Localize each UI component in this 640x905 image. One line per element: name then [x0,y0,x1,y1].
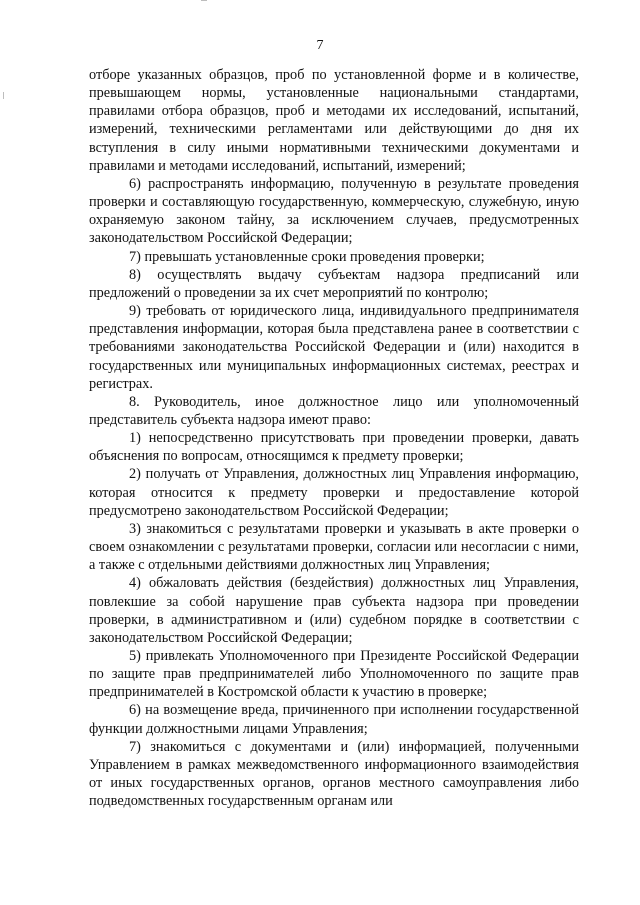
paragraph-right-2: 2) получать от Управления, должностных лиц Управления информацию, которая относится к предмету проверки и предоставление которой предусмотрено законодательством Российской Федерации; [89,466,579,519]
paragraph-right-4: 4) обжаловать действия (бездействия) должностных лиц Управления, повлекшие за собой нарушение прав субъекта надзора при проведении проверки, в административном и (или) судебном порядке в соответствии с законодательством Российской Федерации; [89,575,579,646]
paragraph-item-9: 9) требовать от юридического лица, индивидуального предпринимателя представления информации, которая была представлена ранее в соответствии с требованиями законодательства Российской Федерации и (или) находится в государственных или муниципальных информационных системах, реестрах и регистрах. [89,303,579,392]
paragraph-continuation: отборе указанных образцов, проб по установленной форме и в количестве, превышающем нормы, установленные национальными стандартами, правилами отбора образцов, проб и методами их исследований, испытаний, измерений, техническими регламентами или действующими до дня их вступления в силу иными нормативными техническими документами и правилами и методами исследований, испытаний, измерений; [89,67,579,174]
paragraph-right-1: 1) непосредственно присутствовать при проведении проверки, давать объяснения по вопросам, относящимся к предмету проверки; [89,430,579,465]
scan-artifact-top [201,0,207,1]
paragraph-right-7: 7) знакомиться с документами и (или) информацией, полученными Управлением в рамках межведомственного информационного взаимодействия от иных государственных органов, органов местного самоуправления либо подведомственных государственным органам или [89,738,579,810]
paragraph-section-8: 8. Руководитель, иное должностное лицо или уполномоченный представитель субъекта надзора имеют право: [89,393,579,428]
paragraph-right-3: 3) знакомиться с результатами проверки и указывать в акте проверки о своем ознакомлении с результатами проверки, согласии или несогласии с ними, а также с отдельными действиями должностных лиц Управления; [89,520,579,574]
paragraph-item-7: 7) превышать установленные сроки проведения проверки; [129,248,485,265]
paragraph-item-6: 6) распространять информацию, полученную в результате проведения проверки и составляющую государственную, коммерческую, служебную, иную охраняемую законом тайну, за исключением случаев, предусмотренных законодательством Российской Федерации; [89,175,579,247]
page-number: 7 [316,38,324,53]
scan-artifact-left [3,92,4,99]
paragraph-right-5: 5) привлекать Уполномоченного при Президенте Российской Федерации по защите прав предпринимателей либо Уполномоченного по защите прав предпринимателей в Костромской области к участию в проверке; [89,648,579,701]
document-body [89,66,579,810]
paragraph-item-8: 8) осуществлять выдачу субъектам надзора предписаний или предложений о проведении за их счет мероприятий по контролю; [89,266,579,301]
paragraph-right-6: 6) на возмещение вреда, причиненного при исполнении государственной функции должностными лицами Управления; [89,702,579,737]
